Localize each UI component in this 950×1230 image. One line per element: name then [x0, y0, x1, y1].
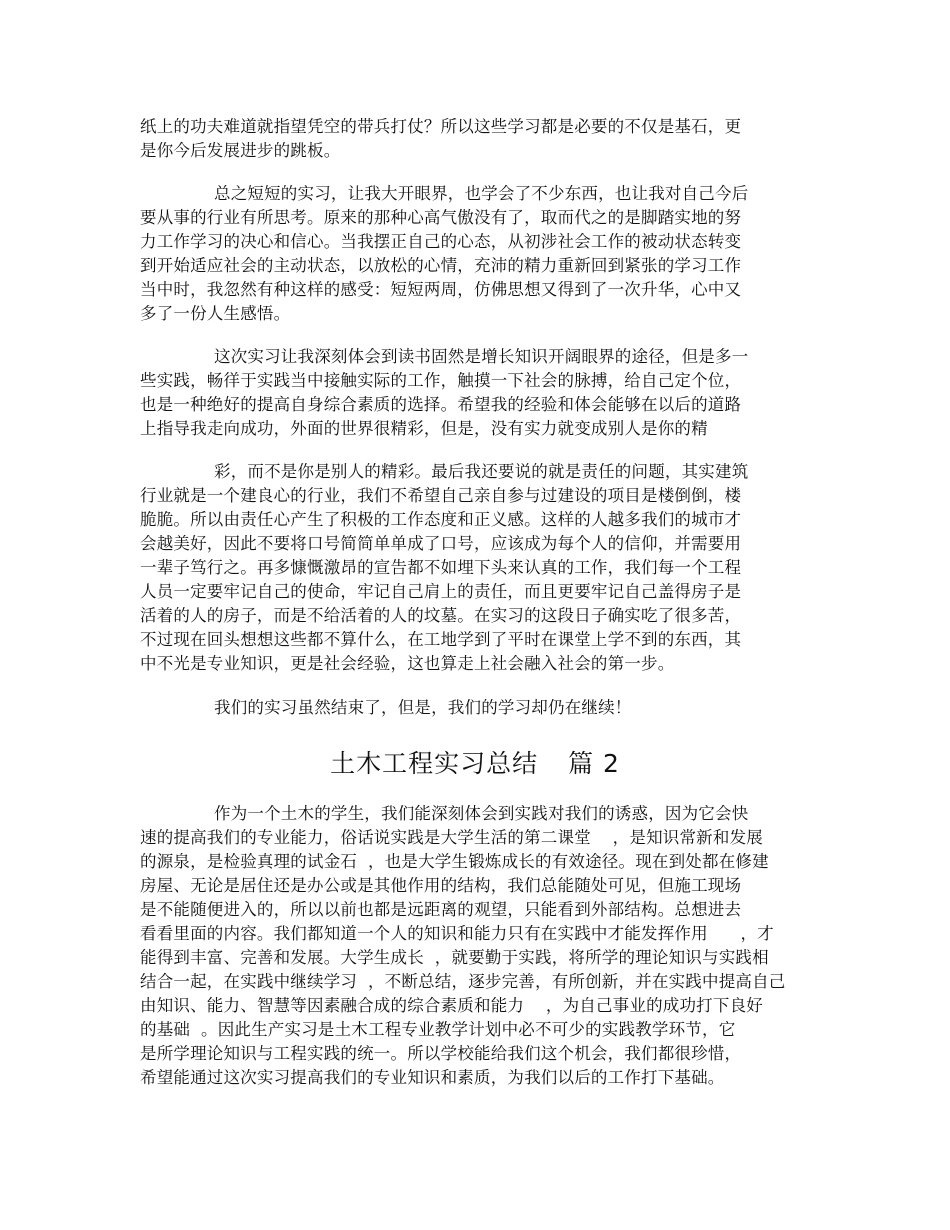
text-line: 能得到丰富、完善和发展。大学生成长 ，就要勤于实践，将所学的理论知识与实践相 [140, 948, 769, 967]
text-line: 由知识、能力、智慧等因素融合成的综合素质和能力 ，为自己事业的成功打下良好 [140, 996, 763, 1015]
text-line: 纸上的功夫难道就指望凭空的带兵打仗？所以这些学习都是必要的不仅是基石，更 [140, 117, 742, 136]
heading-part: 篇 2 [568, 749, 620, 778]
text-line: 这次实习让我深刻体会到读书固然是增长知识开阔眼界的途径，但是多一 [214, 347, 749, 366]
text-line: 我们的实习虽然结束了，但是，我们的学习却仍在继续！ [214, 698, 632, 717]
text-line: 是所学理论知识与工程实践的统一。所以学校能给我们这个机会，我们都很珍惜， [140, 1044, 742, 1063]
text-line: 要从事的行业有所思考。原来的那种心高气傲没有了，取而代之的是脚踏实地的努 [140, 208, 742, 227]
text-line: 作为一个土木的学生，我们能深刻体会到实践对我们的诱惑，因为它会快 [214, 804, 749, 823]
heading-title: 土木工程实习总结 [330, 749, 539, 778]
text-line: 上指导我走向成功，外面的世界很精彩，但是，没有实力就变成别人是你的精 [140, 419, 708, 438]
text-line: 当中时，我忽然有种这样的感受：短短两周，仿佛思想又得到了一次升华，心中又 [140, 280, 742, 299]
text-line: 一辈子笃行之。再多慷慨激昂的宣告都不如埋下头来认真的工作，我们每一个工程 [140, 558, 742, 577]
text-line: 不过现在回头想想这些都不算什么，在工地学到了平时在课堂上学不到的东西，其 [140, 630, 742, 649]
text-line: 会越美好，因此不要将口号简简单单成了口号，应该成为每个人的信仰，并需要用 [140, 534, 742, 553]
text-line: 也是一种绝好的提高自身综合素质的选择。希望我的经验和体会能够在以后的道路 [140, 395, 742, 414]
text-line: 希望能通过这次实习提高我们的专业知识和素质，为我们以后的工作打下基础。 [140, 1068, 725, 1087]
text-line: 结合一起，在实践中继续学习 ，不断总结，逐步完善，有所创新，并在实践中提高自己 [140, 972, 786, 991]
text-line: 脆脆。所以由责任心产生了积极的工作态度和正义感。这样的人越多我们的城市才 [140, 510, 742, 529]
text-line: 多了一份人生感悟。 [140, 304, 291, 323]
text-line: 人员一定要牢记自己的使命，牢记自己肩上的责任，而且更要牢记自己盖得房子是 [140, 582, 742, 601]
text-line: 的源泉，是检验真理的试金石 ，也是大学生锻炼成长的有效途径。现在到处都在修建 [140, 852, 769, 871]
text-line: 总之短短的实习，让我大开眼界，也学会了不少东西，也让我对自己今后 [214, 184, 749, 203]
text-line: 是你今后发展进步的跳板。 [140, 141, 341, 160]
text-line: 些实践，畅徉于实践当中接触实际的工作，触摸一下社会的脉搏，给自己定个位， [140, 371, 742, 390]
text-line: 行业就是一个建良心的行业，我们不希望自己亲自参与过建设的项目是楼倒倒，楼 [140, 486, 742, 505]
text-line: 的基础 。因此生产实习是土木工程专业教学计划中必不可少的实践教学环节，它 [140, 1020, 736, 1039]
text-line: 中不光是专业知识，更是社会经验，这也算走上社会融入社会的第一步。 [140, 654, 675, 673]
text-line: 速的提高我们的专业能力，俗话说实践是大学生活的第二课堂 ，是知识常新和发展 [140, 828, 763, 847]
text-line: 力工作学习的决心和信心。当我摆正自己的心态，从初涉社会工作的被动状态转变 [140, 232, 742, 251]
text-line: 房屋、无论是居住还是办公或是其他作用的结构，我们总能随处可见，但施工现场 [140, 876, 742, 895]
text-line: 是不能随便进入的，所以以前也都是远距离的观望，只能看到外部结构。总想进去 [140, 900, 742, 919]
text-line: 看看里面的内容。我们都知道一个人的知识和能力只有在实践中才能发挥作用 ，才 [140, 924, 774, 943]
text-line: 彩，而不是你是别人的精彩。最后我还要说的就是责任的问题，其实建筑 [214, 462, 749, 481]
text-line: 活着的人的房子，而是不给活着的人的坟墓。在实习的这段日子确实吃了很多苦， [140, 606, 742, 625]
section-heading [0, 747, 950, 781]
text-line: 到开始适应社会的主动状态，以放松的心情，充沛的精力重新回到紧张的学习工作 [140, 256, 742, 275]
